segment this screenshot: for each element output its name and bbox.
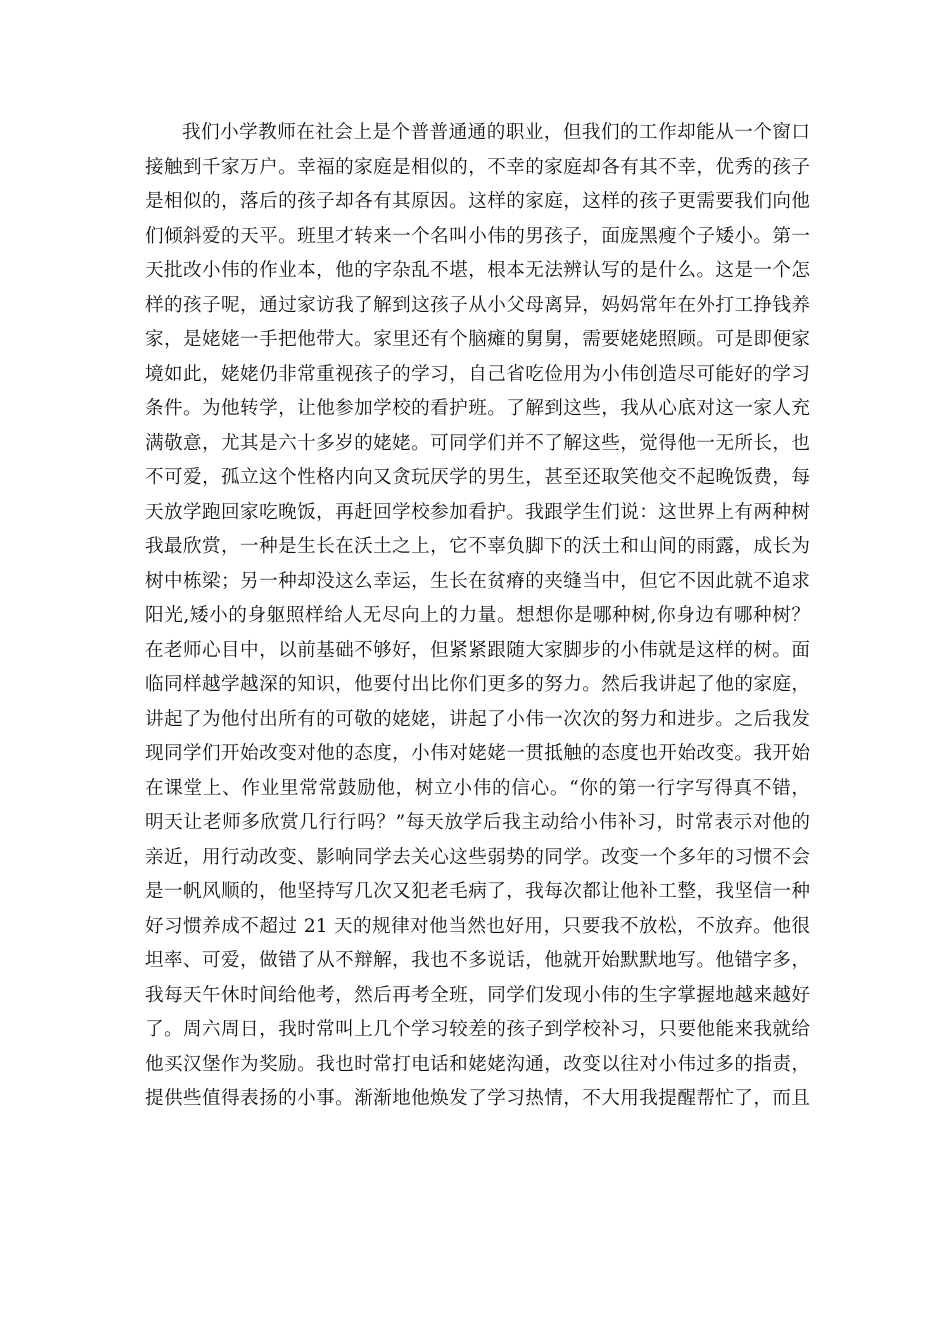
text-line-15: 阳光,矮小的身躯照样给人无尽向上的力量。想想你是哪种树,你身边有哪种树？ [145, 605, 810, 626]
text-line-25: 坦率、可爱，做错了从不辩解，我也不多说话，他就开始默默地写。他错字多， [145, 950, 810, 971]
text-line-3: 是相似的，落后的孩子却各有其原因。这样的家庭，这样的孩子更需要我们向他 [145, 191, 810, 212]
text-line-23: 是一帆风顺的，他坚持写几次又犯老毛病了，我每次都让他补工整，我坚信一种 [145, 881, 810, 902]
text-line-1: 我们小学教师在社会上是个普普通通的职业，但我们的工作却能从一个窗口 [182, 122, 810, 143]
text-line-19: 现同学们开始改变对他的态度，小伟对姥姥一贯抵触的态度也开始改变。我开始 [145, 743, 810, 764]
text-line-7: 家，是姥姥一手把他带大。家里还有个脑瘫的舅舅，需要姥姥照顾。可是即便家 [145, 329, 810, 350]
text-line-5: 天批改小伟的作业本，他的字杂乱不堪，根本无法辨认写的是什么。这是一个怎 [145, 260, 810, 281]
text-line-13: 我最欣赏，一种是生长在沃土之上，它不辜负脚下的沃土和山间的雨露，成长为 [145, 536, 810, 557]
text-line-4: 们倾斜爱的天平。班里才转来一个名叫小伟的男孩子，面庞黑瘦个子矮小。第一 [145, 225, 810, 247]
text-line-9: 条件。为他转学，让他参加学校的看护班。了解到这些，我从心底对这一家人充 [145, 398, 810, 419]
text-line-26: 我每天午休时间给他考，然后再考全班，同学们发现小伟的生字掌握地越来越好 [145, 984, 810, 1006]
text-line-29: 提供些值得表扬的小事。渐渐地他焕发了学习热情，不大用我提醒帮忙了，而且 [145, 1088, 810, 1109]
text-line-16: 在老师心目中，以前基础不够好，但紧紧跟随大家脚步的小伟就是这样的树。面 [145, 639, 810, 661]
text-line-24: 好习惯养成不超过 21 天的规律对他当然也好用，只要我不放松，不放弃。他很 [145, 915, 810, 937]
text-line-22: 亲近，用行动改变、影响同学去关心这些弱势的同学。改变一个多年的习惯不会 [145, 846, 810, 868]
text-line-2: 接触到千家万户。幸福的家庭是相似的，不幸的家庭却各有其不幸，优秀的孩子 [145, 156, 810, 178]
text-line-18: 讲起了为他付出所有的可敬的姥姥，讲起了小伟一次次的努力和进步。之后我发 [145, 708, 810, 730]
text-line-14: 树中栋梁；另一种却没这么幸运，生长在贫瘠的夹缝当中，但它不因此就不追求 [145, 570, 810, 592]
text-line-11: 不可爱，孤立这个性格内向又贪玩厌学的男生，甚至还取笑他交不起晚饭费，每 [145, 467, 810, 488]
text-line-12: 天放学跑回家吃晚饭，再赶回学校参加看护。我跟学生们说：这世界上有两种树 [145, 501, 810, 523]
text-line-6: 样的孩子呢，通过家访我了解到这孩子从小父母离异，妈妈常年在外打工挣钱养 [145, 294, 810, 316]
text-line-21: 明天让老师多欣赏几行行吗？”每天放学后我主动给小伟补习，时常表示对他的 [145, 812, 810, 833]
text-line-20: 在课堂上、作业里常常鼓励他，树立小伟的信心。“你的第一行字写得真不错， [145, 777, 810, 799]
text-line-17: 临同样越学越深的知识，他要付出比你们更多的努力。然后我讲起了他的家庭， [145, 674, 810, 695]
text-line-10: 满敬意，尤其是六十多岁的姥姥。可同学们并不了解这些，觉得他一无所长，也 [145, 432, 810, 454]
text-line-27: 了。周六周日，我时常叫上几个学习较差的孩子到学校补习，只要他能来我就给 [145, 1019, 810, 1040]
text-line-28: 他买汉堡作为奖励。我也时常打电话和姥姥沟通，改变以往对小伟过多的指责， [145, 1053, 810, 1075]
text-line-8: 境如此，姥姥仍非常重视孩子的学习，自己省吃俭用为小伟创造尽可能好的学习 [145, 363, 810, 385]
essay-body [145, 116, 810, 1117]
